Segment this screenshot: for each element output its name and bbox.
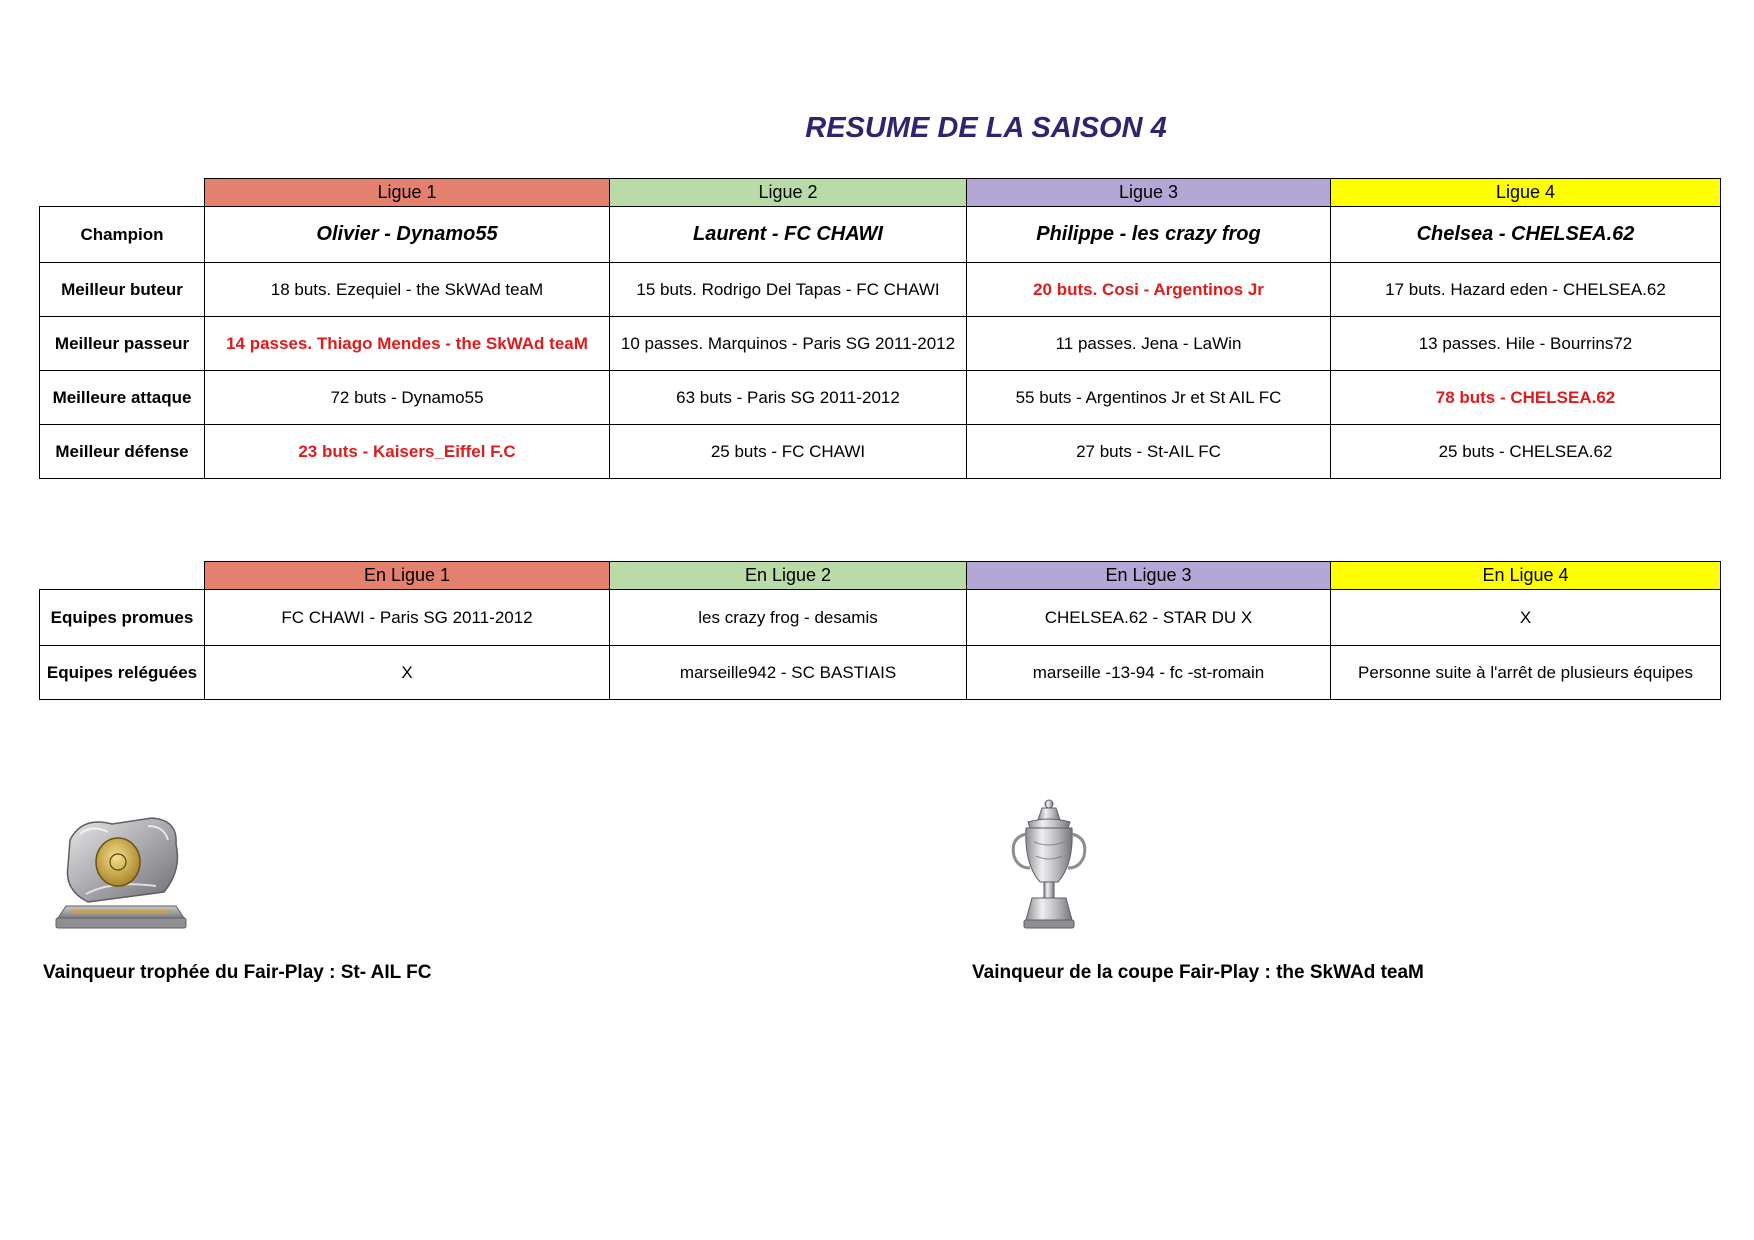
header-en-ligue-4: En Ligue 4 [1331, 562, 1721, 590]
defense-ligue-4: 25 buts - CHELSEA.62 [1331, 425, 1721, 479]
row-label-champion: Champion [40, 207, 205, 263]
table-row-equipes-releguees [40, 646, 1721, 700]
attaque-ligue-3: 55 buts - Argentinos Jr et St AIL FC [967, 371, 1331, 425]
header-en-ligue-2: En Ligue 2 [610, 562, 967, 590]
row-label-equipes-promues: Equipes promues [40, 590, 205, 646]
champion-ligue-1: Olivier - Dynamo55 [205, 207, 610, 263]
summary-header-row [40, 179, 1721, 207]
header-corner [40, 179, 205, 207]
cup-trophy-icon [1006, 798, 1092, 938]
attaque-ligue-2: 63 buts - Paris SG 2011-2012 [610, 371, 967, 425]
table-row-champion [40, 207, 1721, 263]
attaque-ligue-4: 78 buts - CHELSEA.62 [1331, 371, 1721, 425]
row-label-meilleure-attaque: Meilleure attaque [40, 371, 205, 425]
releguees-ligue-4: Personne suite à l'arrêt de plusieurs équipes [1331, 646, 1721, 700]
table-row-meilleur-buteur [40, 263, 1721, 317]
row-label-meilleur-buteur: Meilleur buteur [40, 263, 205, 317]
header-ligue-1: Ligue 1 [205, 179, 610, 207]
header-corner [40, 562, 205, 590]
defense-ligue-3: 27 buts - St-AIL FC [967, 425, 1331, 479]
releguees-ligue-1: X [205, 646, 610, 700]
handshake-trophy-icon [52, 810, 192, 936]
table-row-equipes-promues [40, 590, 1721, 646]
row-label-meilleur-passeur: Meilleur passeur [40, 317, 205, 371]
promues-ligue-3: CHELSEA.62 - STAR DU X [967, 590, 1331, 646]
buteur-ligue-4: 17 buts. Hazard eden - CHELSEA.62 [1331, 263, 1721, 317]
table-row-meilleur-defense [40, 425, 1721, 479]
buteur-ligue-3: 20 buts. Cosi - Argentinos Jr [967, 263, 1331, 317]
header-ligue-2: Ligue 2 [610, 179, 967, 207]
header-ligue-4: Ligue 4 [1331, 179, 1721, 207]
passeur-ligue-3: 11 passes. Jena - LaWin [967, 317, 1331, 371]
champion-ligue-2: Laurent - FC CHAWI [610, 207, 967, 263]
row-label-equipes-releguees: Equipes reléguées [40, 646, 205, 700]
header-ligue-3: Ligue 3 [967, 179, 1331, 207]
movements-header-row [40, 562, 1721, 590]
promues-ligue-1: FC CHAWI - Paris SG 2011-2012 [205, 590, 610, 646]
promues-ligue-4: X [1331, 590, 1721, 646]
passeur-ligue-1: 14 passes. Thiago Mendes - the SkWAd teaM [205, 317, 610, 371]
row-label-meilleur-defense: Meilleur défense [40, 425, 205, 479]
buteur-ligue-1: 18 buts. Ezequiel - the SkWAd teaM [205, 263, 610, 317]
releguees-ligue-2: marseille942 - SC BASTIAIS [610, 646, 967, 700]
promues-ligue-2: les crazy frog - desamis [610, 590, 967, 646]
champion-ligue-4: Chelsea - CHELSEA.62 [1331, 207, 1721, 263]
movements-table [39, 561, 1721, 700]
defense-ligue-2: 25 buts - FC CHAWI [610, 425, 967, 479]
table-row-meilleur-passeur [40, 317, 1721, 371]
header-en-ligue-1: En Ligue 1 [205, 562, 610, 590]
defense-ligue-1: 23 buts - Kaisers_Eiffel F.C [205, 425, 610, 479]
fairplay-trophy-caption: Vainqueur trophée du Fair-Play : St- AIL FC [43, 962, 432, 983]
season-summary-table [39, 178, 1721, 479]
passeur-ligue-2: 10 passes. Marquinos - Paris SG 2011-2012 [610, 317, 967, 371]
attaque-ligue-1: 72 buts - Dynamo55 [205, 371, 610, 425]
table-row-meilleure-attaque [40, 371, 1721, 425]
header-en-ligue-3: En Ligue 3 [967, 562, 1331, 590]
page-title: RESUME DE LA SAISON 4 [805, 112, 1167, 144]
passeur-ligue-4: 13 passes. Hile - Bourrins72 [1331, 317, 1721, 371]
champion-ligue-3: Philippe - les crazy frog [967, 207, 1331, 263]
releguees-ligue-3: marseille -13-94 - fc -st-romain [967, 646, 1331, 700]
fairplay-cup-caption: Vainqueur de la coupe Fair-Play : the SkWAd teaM [972, 962, 1424, 983]
buteur-ligue-2: 15 buts. Rodrigo Del Tapas - FC CHAWI [610, 263, 967, 317]
